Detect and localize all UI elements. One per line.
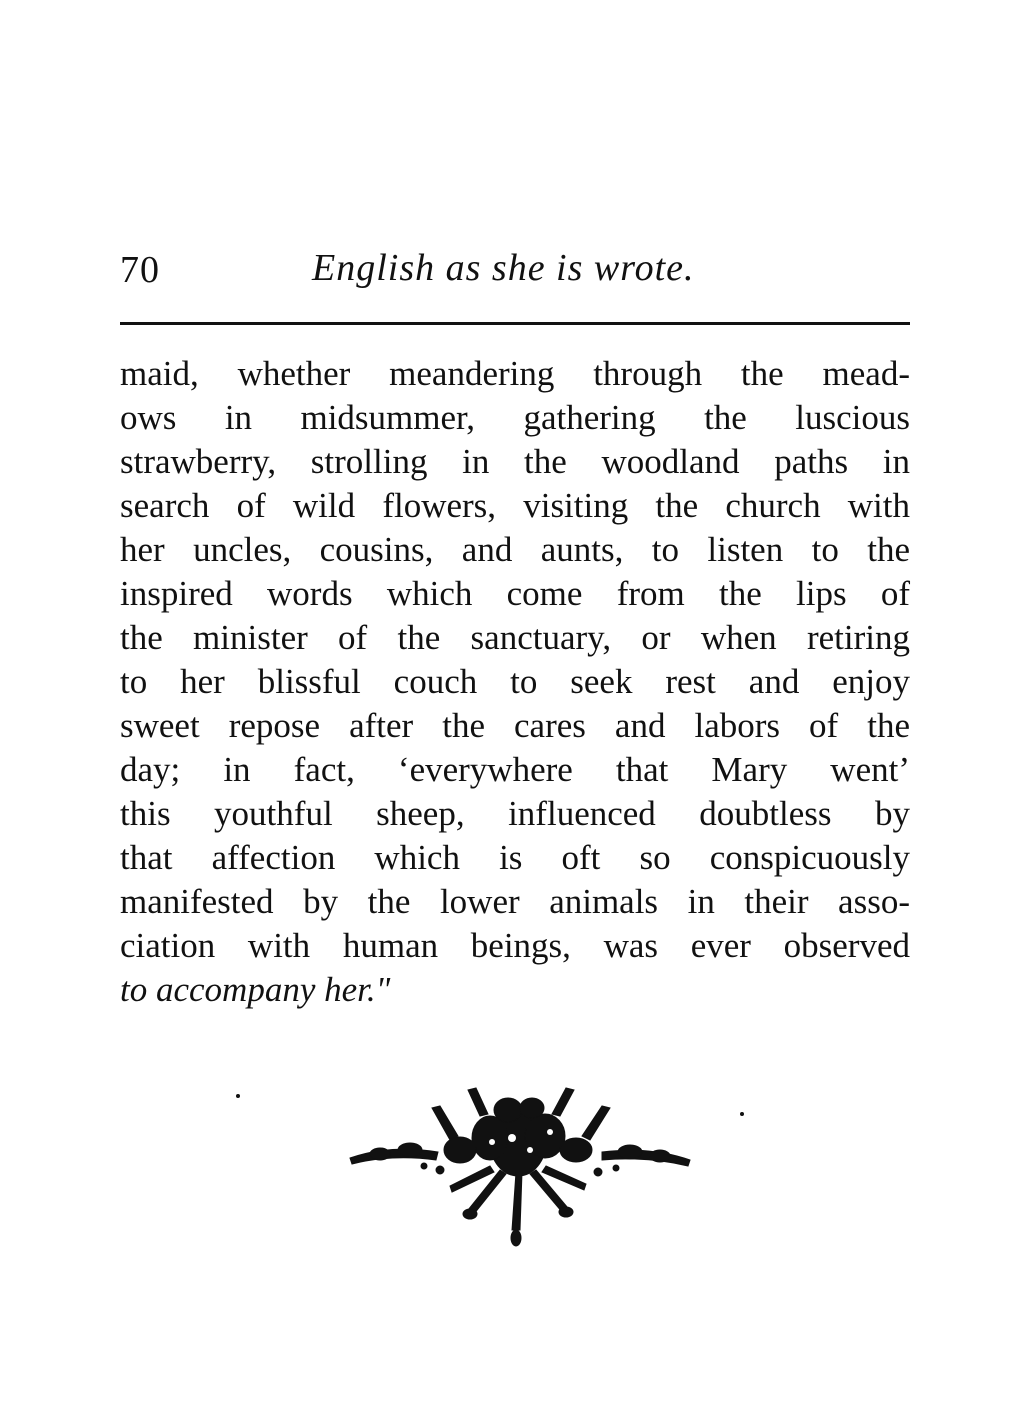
text-line: day; in fact, ‘everywhere that Mary went’ (120, 750, 910, 789)
body-text (120, 352, 910, 1012)
ink-speck (740, 1112, 744, 1116)
text-line: that affection which is oft so conspicuously (120, 838, 910, 877)
text-line-last: to accompany her." (120, 970, 391, 1009)
text-line: her uncles, cousins, and aunts, to listen to the (120, 530, 910, 569)
text-line: sweet repose after the cares and labors of the (120, 706, 910, 745)
floral-tailpiece-icon (340, 1080, 700, 1250)
text-line: inspired words which come from the lips of (120, 574, 910, 613)
text-line: search of wild flowers, visiting the church with (120, 486, 910, 525)
text-line: ows in midsummer, gathering the luscious (120, 398, 910, 437)
header-rule (120, 322, 910, 325)
text-line: manifested by the lower animals in their asso- (120, 882, 910, 921)
text-line: strawberry, strolling in the woodland paths in (120, 442, 910, 481)
page-number: 70 (120, 249, 160, 291)
text-line: this youthful sheep, influenced doubtless by (120, 794, 910, 833)
text-line: ciation with human beings, was ever observed (120, 926, 910, 965)
text-line: maid, whether meandering through the mead- (120, 354, 910, 393)
running-head: English as she is wrote. (312, 247, 695, 289)
text-line: the minister of the sanctuary, or when retiring (120, 618, 910, 657)
text-line: to her blissful couch to seek rest and enjoy (120, 662, 910, 701)
ink-speck (236, 1094, 240, 1098)
